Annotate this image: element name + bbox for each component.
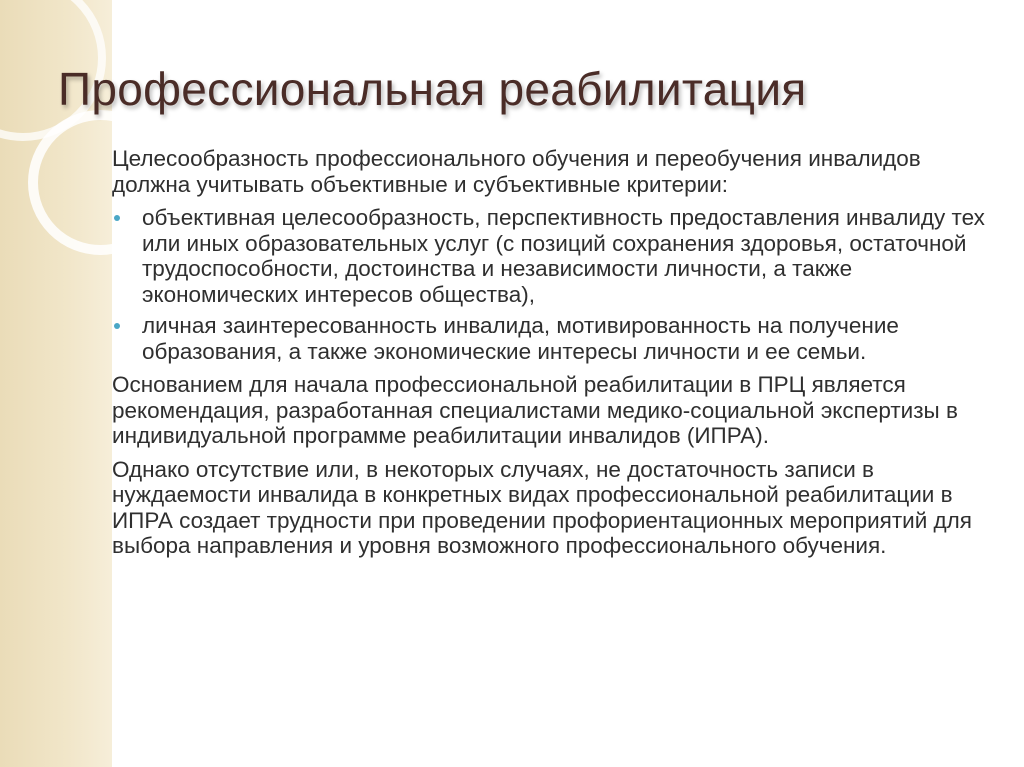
- difficulties-paragraph: Однако отсутствие или, в некоторых случаях, не достаточность записи в нуждаемости инвалида в конкретных видах профессиональной реабилитации в ИПРА создает трудности при проведении профориентационных мероприятий для выбора направления и уровня возможного профессионального обучения.: [112, 456, 972, 558]
- criteria-item-text: объективная целесообразность, перспективность предоставления инвалиду тех или иных образовательных услуг (с позиций сохранения здоровья, остаточной трудоспособности, достоинства и независимости личности, а также экономических интересов общества),: [142, 205, 985, 307]
- slide-body: [112, 146, 1002, 567]
- criteria-item-text: личная заинтересованность инвалида, мотивированность на получение образования, а также экономические интересы личности и ее семьи.: [142, 313, 899, 364]
- basis-paragraph: Основанием для начала профессиональной реабилитации в ПРЦ является рекомендация, разработанная специалистами медико-социальной экспертизы в индивидуальной программе реабилитации инвалидов (ИПРА).: [112, 372, 958, 448]
- bullet-dot-icon: [114, 323, 120, 329]
- bullet-dot-icon: [114, 215, 120, 221]
- criteria-list: [112, 205, 1002, 364]
- slide-title: Профессиональная реабилитация: [58, 63, 807, 115]
- criteria-item-objective: [112, 205, 1002, 307]
- intro-paragraph: Целесообразность профессионального обучения и переобучения инвалидов должна учитывать объективные и субъективные критерии:: [112, 146, 921, 197]
- criteria-item-personal: [112, 313, 1002, 364]
